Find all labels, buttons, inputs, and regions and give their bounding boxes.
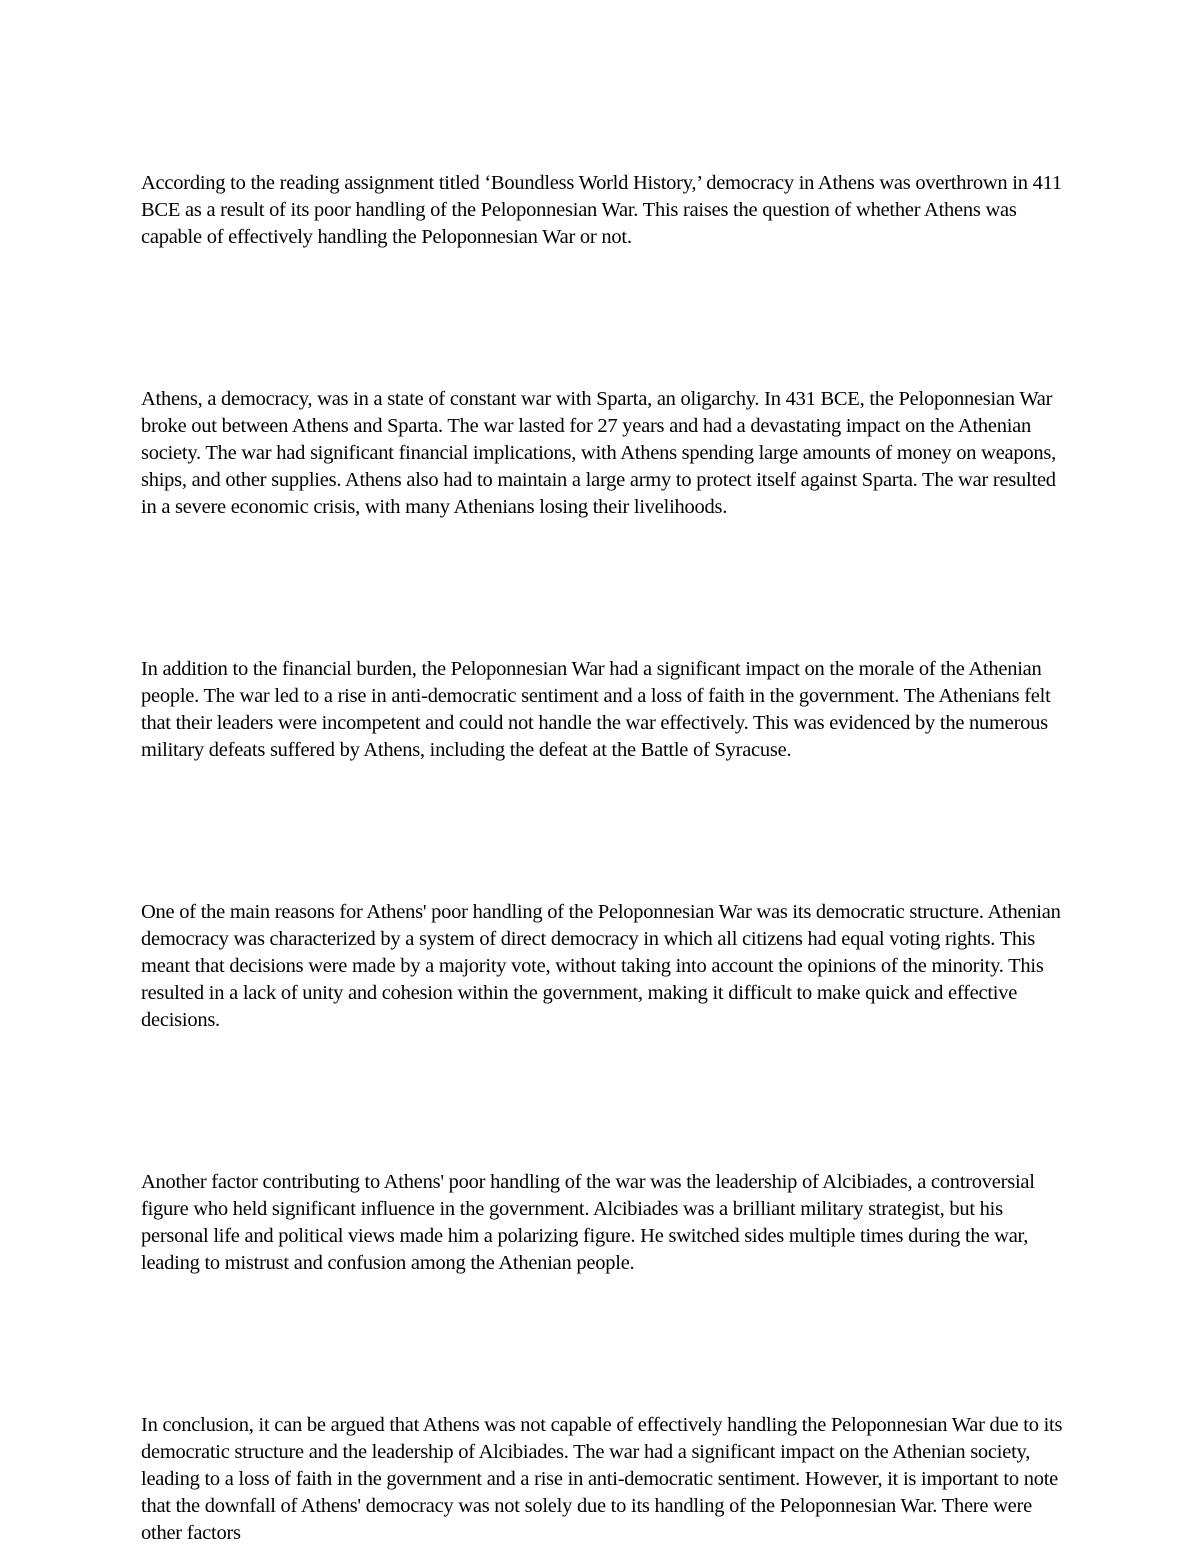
paragraph-conclusion: In conclusion, it can be argued that Athens was not capable of effectively handling the Peloponnesian War due to its democratic structure and the leadership of Alcibiades. The war had a significant impact on the Athenian society, leading to a loss of faith in the government and a rise in anti-democratic sentiment. However, it is important to note that the downfall of Athens' democracy was not solely due to its handling of the Peloponnesian War. There were other factors (141, 1414, 1063, 1544)
paragraph-war-with-sparta: Athens, a democracy, was in a state of constant war with Sparta, an oligarchy. In 431 BCE, the Peloponnesian War broke out between Athens and Sparta. The war lasted for 27 years and had a devastating impact on the Athenian society. The war had significant financial implications, with Athens spending large amounts of money on weapons, ships, and other supplies. Athens also had to maintain a large army to protect itself against Sparta. The war resulted in a severe economic crisis, with many Athenians losing their livelihoods. (141, 388, 1056, 518)
paragraph-morale: In addition to the financial burden, the Peloponnesian War had a significant impact on the morale of the Athenian people. The war led to a rise in anti-democratic sentiment and a loss of faith in the government. The Athenians felt that their leaders were incompetent and could not handle the war effectively. This was evidenced by the numerous military defeats suffered by Athens, including the defeat at the Battle of Syracuse. (141, 658, 1051, 761)
paragraph-democratic-structure: One of the main reasons for Athens' poor handling of the Peloponnesian War was its democratic structure. Athenian democracy was characterized by a system of direct democracy in which all citizens had equal voting rights. This meant that decisions were made by a majority vote, without taking into account the opinions of the minority. This resulted in a lack of unity and cohesion within the government, making it difficult to make quick and effective decisions. (141, 901, 1061, 1031)
paragraph-alcibiades: Another factor contributing to Athens' poor handling of the war was the leadership of Alcibiades, a controversial figure who held significant influence in the government. Alcibiades was a brilliant military strategist, but his personal life and political views made him a polarizing figure. He switched sides multiple times during the war, leading to mistrust and confusion among the Athenian people. (141, 1171, 1035, 1274)
paragraph-introduction: According to the reading assignment titled ‘Boundless World History,’ democracy in Athens was overthrown in 411 BCE as a result of its poor handling of the Peloponnesian War. This raises the question of whether Athens was capable of effectively handling the Peloponnesian War or not. (141, 172, 1062, 248)
document-body (141, 170, 1066, 1547)
